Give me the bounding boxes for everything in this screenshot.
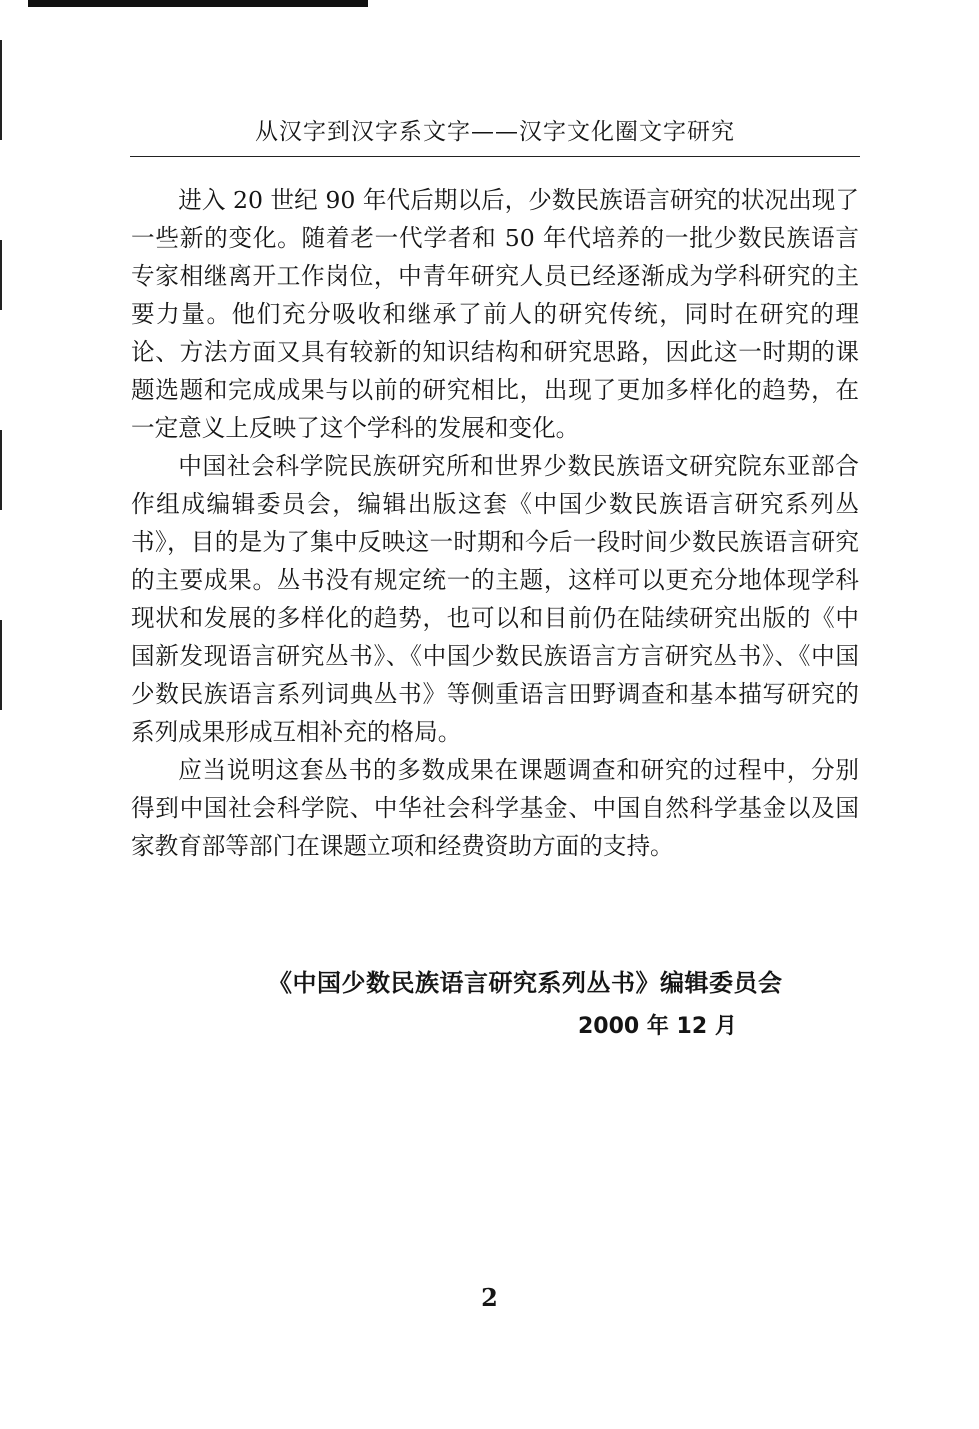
running-header: 从汉字到汉字系文字——汉字文化圈文字研究 bbox=[255, 119, 735, 145]
scan-margin-line bbox=[0, 620, 2, 710]
body-text bbox=[131, 181, 859, 865]
scan-margin-line bbox=[0, 430, 2, 510]
paragraph-2: 中国社会科学院民族研究所和世界少数民族语文研究院东亚部合作组成编辑委员会，编辑出版这套《中国少数民族语言研究系列丛书》，目的是为了集中反映这一时期和今后一段时间少数民族语言研究的主要成果。丛书没有规定统一的主题，这样可以更充分地体现学科现状和发展的多样化的趋势，也可以和目前仍在陆续研究出版的《中国新发现语言研究丛书》、《中国少数民族语言方言研究丛书》、《中国少数民族语言系列词典丛书》等侧重语言田野调查和基本描写研究的系列成果形成互相补充的格局。 bbox=[131, 452, 859, 746]
scan-edge-bar bbox=[28, 0, 368, 7]
paragraph-3: 应当说明这套丛书的多数成果在课题调查和研究的过程中，分别得到中国社会科学院、中华社会科学基金、中国自然科学基金以及国家教育部等部门在课题立项和经费资助方面的支持。 bbox=[131, 756, 859, 860]
scan-margin-line bbox=[0, 240, 2, 310]
signature-date: 2000 年 12 月 bbox=[578, 1014, 737, 1039]
header-rule bbox=[130, 156, 860, 157]
paragraph-1: 进入 20 世纪 90 年代后期以后，少数民族语言研究的状况出现了一些新的变化。随着老一代学者和 50 年代培养的一批少数民族语言专家相继离开工作岗位，中青年研究人员已经逐渐成为学科研究的主要力量。他们充分吸收和继承了前人的研究传统，同时在研究的理论、方法方面又具有较新的知识结构和研究思路，因此这一时期的课题选题和完成成果与以前的研究相比，出现了更加多样化的趋势，在一定意义上反映了这个学科的发展和变化。 bbox=[131, 186, 859, 442]
scan-margin-line bbox=[0, 40, 2, 140]
editorial-committee-signature: 《中国少数民族语言研究系列丛书》编辑委员会 bbox=[268, 969, 783, 997]
page-number: 2 bbox=[481, 1283, 498, 1312]
